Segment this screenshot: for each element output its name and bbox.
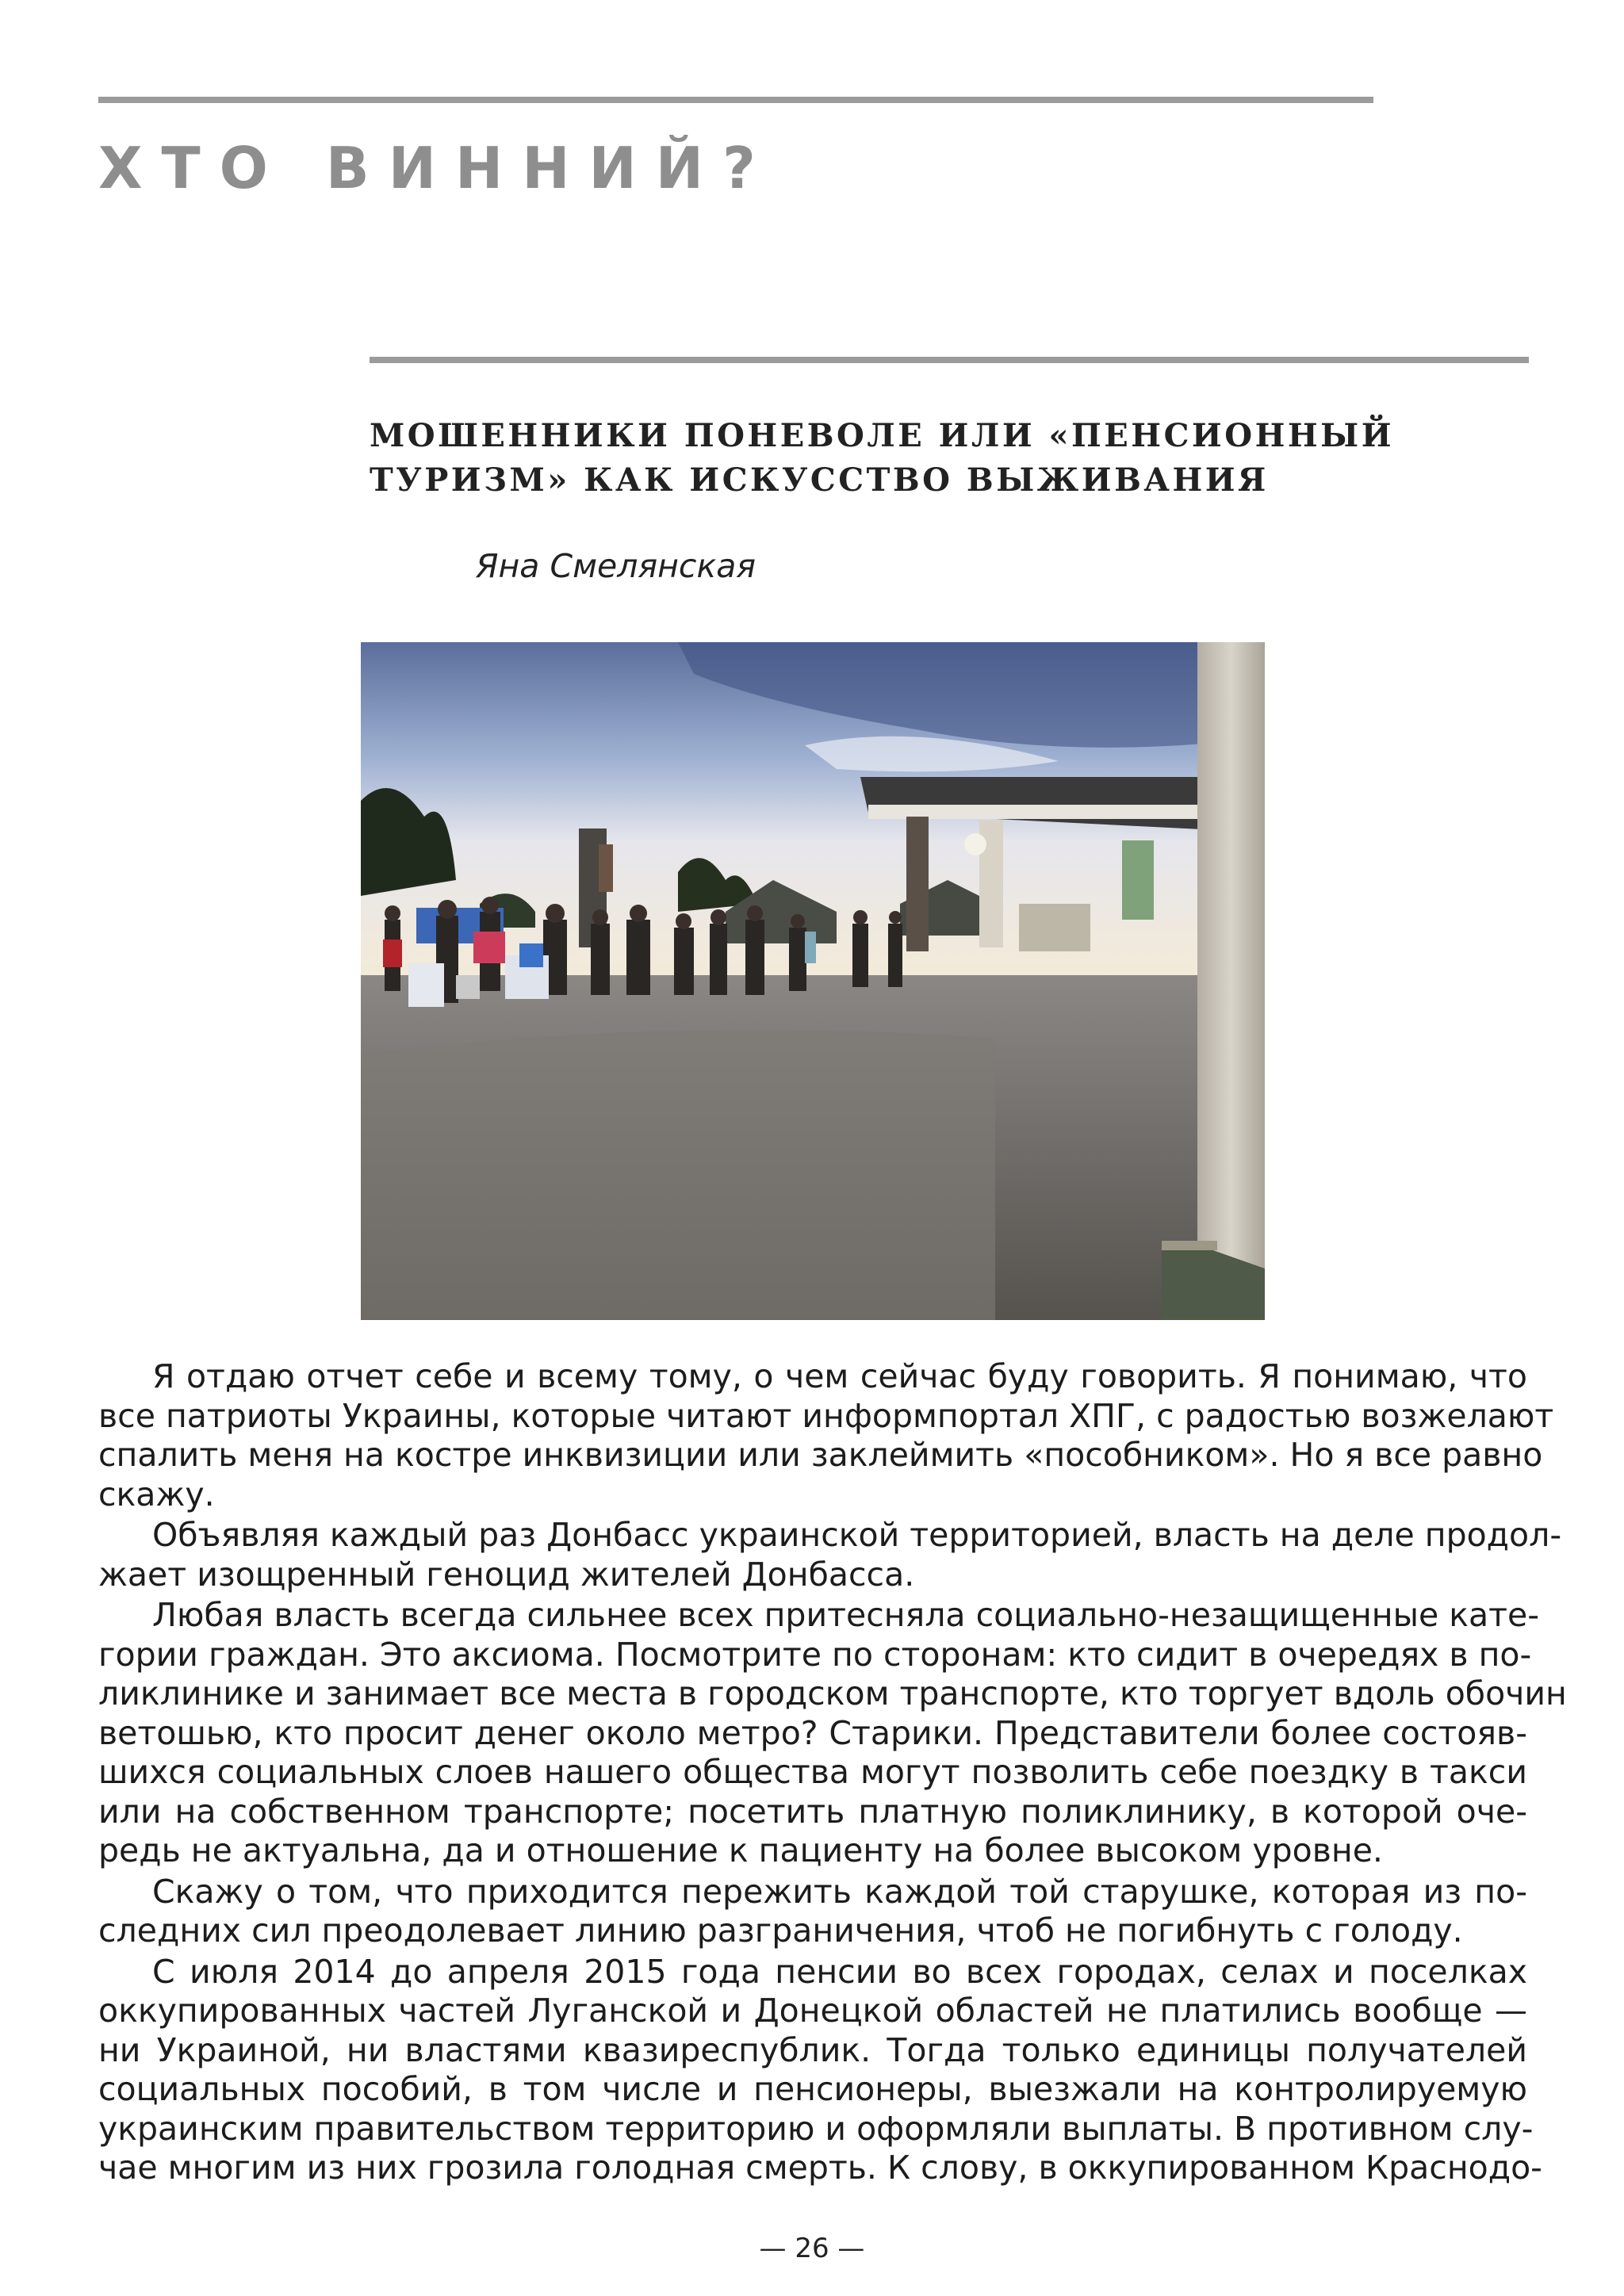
text-line: редь не актуальна, да и отношение к пациенту на более высоком уровне.: [98, 1831, 1383, 1869]
text-line: Я отдаю отчет себе и всему тому, о чем сейчас буду говорить. Я понимаю, что: [152, 1357, 1527, 1395]
text-line: или на собственном транспорте; посетить платную поликлинику, в которой оче-: [98, 1792, 1527, 1831]
top-rule: [98, 97, 1373, 103]
author-name: Яна Смелянская: [476, 547, 756, 585]
text-line: все патриоты Украины, которые читают информпортал ХПГ, с радостью возжелают: [98, 1396, 1554, 1435]
text-line: скажу.: [98, 1475, 215, 1513]
text-line: украинским правительством территорию и оформляли выплаты. В противном слу-: [98, 2109, 1534, 2148]
article-body: [98, 1357, 1567, 2190]
text-line: ликлинике и занимает все места в городском транспорте, кто торгует вдоль обочин: [98, 1674, 1567, 1712]
text-line: чае многим из них грозила голодная смерть. К слову, в оккупированном Краснодо-: [98, 2149, 1542, 2187]
article-title: [370, 414, 1511, 503]
text-line: следних сил преодолевает линию разграничения, чтоб не погибнуть с голоду.: [98, 1911, 1463, 1950]
text-line: шихся социальных слоев нашего общества могут позволить себе поездку в такси: [98, 1753, 1527, 1791]
paragraph: [98, 1357, 1554, 1514]
text-line: ветошью, кто просит денег около метро? Старики. Представители более состояв-: [98, 1713, 1527, 1752]
article-title-line: ТУРИЗМ» КАК ИСКУССТВО ВЫЖИВАНИЯ: [370, 461, 1269, 499]
section-title: ХТО ВИННИЙ?: [98, 135, 775, 201]
text-line: оккупированных частей Луганской и Донецкой областей не платились вообще —: [98, 1992, 1527, 2030]
page-number: — 26 —: [759, 2233, 865, 2264]
text-line: Любая власть всегда сильнее всех притесняла социально-незащищенные кате-: [152, 1596, 1540, 1634]
article-title-line: МОШЕННИКИ ПОНЕВОЛЕ ИЛИ «ПЕНСИОННЫЙ: [370, 417, 1395, 454]
text-line: Объявляя каждый раз Донбасс украинской территорией, власть на деле продол-: [152, 1516, 1562, 1554]
paragraph: [98, 1516, 1562, 1594]
text-line: ни Украиной, ни властями квазиреспублик. Тогда только единицы получателей: [98, 2030, 1527, 2069]
paragraph: [98, 1873, 1527, 1951]
paragraph: [98, 1952, 1542, 2188]
article-rule: [370, 357, 1529, 363]
text-line: Скажу о том, что приходится пережить каждой той старушке, которая из по-: [152, 1872, 1527, 1911]
article-photo: [361, 642, 1265, 1320]
paragraph: [98, 1596, 1567, 1871]
text-line: спалить меня на костре инквизиции или заклеймить «пособником». Но я все равно: [98, 1436, 1543, 1474]
text-line: социальных пособий, в том числе и пенсионеры, выезжали на контролируемую: [98, 2070, 1527, 2108]
text-line: гории граждан. Это аксиома. Посмотрите по сторонам: кто сидит в очередях в по-: [98, 1635, 1532, 1674]
text-line: С июля 2014 до апреля 2015 года пенсии во всех городах, селах и поселках: [152, 1952, 1527, 1991]
text-line: жает изощренный геноцид жителей Донбасса.: [98, 1555, 915, 1594]
